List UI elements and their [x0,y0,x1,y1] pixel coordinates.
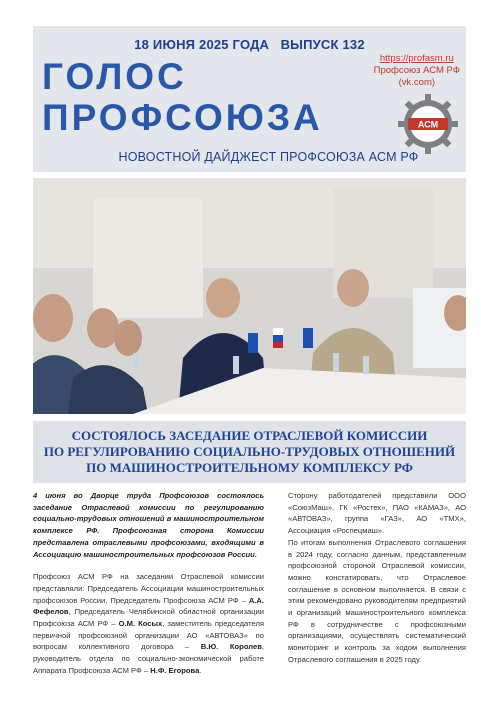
article-headline [33,421,466,483]
headline-line-3: ПО МАШИНОСТРОИТЕЛЬНОМУ КОМПЛЕКСУ РФ [86,460,413,475]
issue-date: 18 ИЮНЯ 2025 ГОДА [134,37,270,52]
title-line-2: ПРОФСОЮЗА [42,97,323,138]
newsletter-subtitle: НОВОСТНОЙ ДАЙДЖЕСТ ПРОФСОЮЗА АСМ РФ [118,150,419,164]
article-left-column [33,490,264,677]
headline-line-2: ПО РЕГУЛИРОВАНИЮ СОЦИАЛЬНО-ТРУДОВЫХ ОТНОШЕНИЙ [43,444,456,459]
headline-line-1: СОСТОЯЛОСЬ ЗАСЕДАНИЕ ОТРАСЛЕВОЙ КОМИССИИ [71,428,428,443]
vk-link-domain[interactable]: (vk.com) [398,77,436,88]
article-paragraph-employers: Сторону работодателей представили ООО «СоюзМаш», ГК «Ростех», ПАО «КАМАЗ», АО «АВТОВАЗ», группа «ГАЗ», АО «ТМХ», Ассоциация «Роспецмаш». [288,491,466,536]
issue-line [33,37,466,52]
newsletter-title [42,56,323,138]
vk-link-name[interactable]: Профсоюз АСМ РФ [373,65,460,76]
person-egorova: Н.Ф. Егорова [150,665,200,675]
person-kosykh: О.М. Косых [118,619,163,629]
title-line-1: ГОЛОС [42,56,187,97]
article-lead: 4 июня во Дворце труда Профсоюзов состоялось заседание Отраслевой комиссии по регулированию социально-трудовых отношений в машиностроительном комплексе РФ. Профсоюзная сторона Комиссии представлена отраслевыми профсоюзами, входящими в Ассоциацию машиностроительных профсоюзов России. [33,491,264,559]
site-link[interactable]: https://profasm.ru [379,53,454,64]
header-links [374,53,460,89]
person-fefelov: А.А. Фефелов [33,595,264,617]
article-paragraph-representatives: Профсоюз АСМ РФ на заседании Отраслевой комиссии представляли: Председатель Ассоциации машиностроительных профсоюзов России, Председатель Профсоюза АСМ РФ – А.А. Фефелов, Председатель Челябинской областной организации Профсоюза АСМ РФ – О.М. Косых, заместитель председателя первичной профсоюзной организации АО «АВТОВАЗ» по вопросам коллективного договора – В.Ю. Королев, руководитель отдела по социально-экономической работе Аппарата Профсоюза АСМ РФ – Н.Ф. Егорова. [33,572,265,675]
masthead [33,26,466,172]
person-korolev: В.Ю. Королев [200,642,262,652]
article-right-column [288,490,466,666]
gear-logo-icon [397,93,459,155]
meeting-photo [33,178,466,414]
issue-number: ВЫПУСК 132 [280,37,365,52]
article-paragraph-results: По итогам выполнения Отраслевого соглашения в 2024 году, согласно данным, представленным профсоюзной стороной Отраслевой комиссии, можно констатировать, что Отраслевое соглашение в основном выполняется. В связи с этим рекомендовано руководителям предприятий и организаций машиностроительного комплекса РФ в сотрудничестве с профсоюзными организациями, осуществлять систематический мониторинг и контроль за ходом выполнения Отраслевого соглашения в 2025 году. [288,537,466,664]
logo-text: АСМ [417,119,439,130]
